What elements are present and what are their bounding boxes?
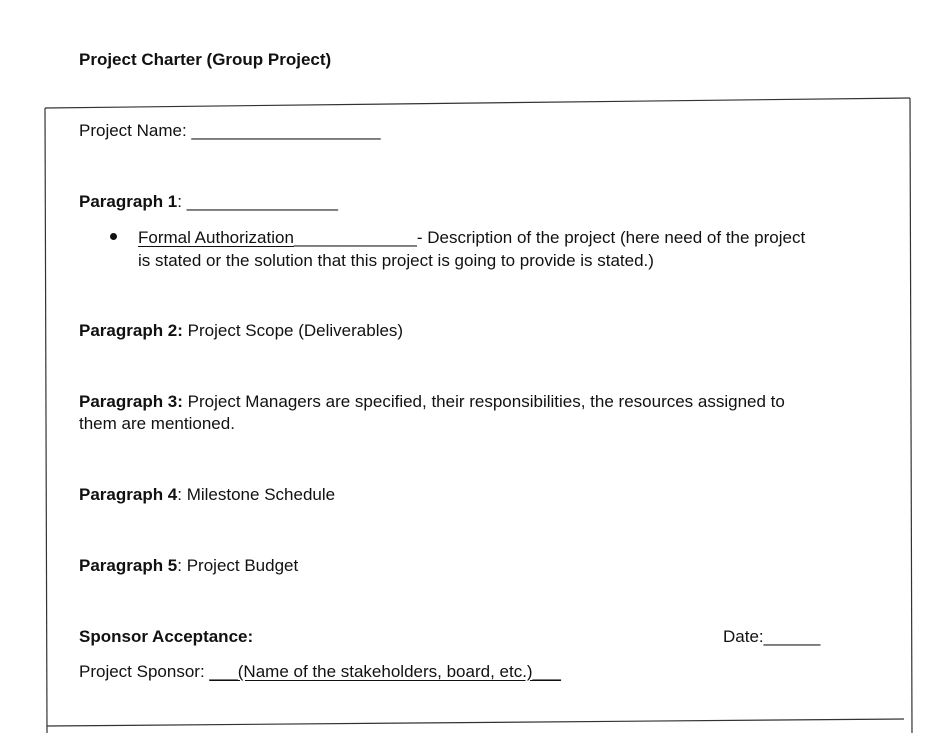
project-name-blank: ____________________ [191,121,381,140]
sponsor-acceptance-heading: Sponsor Acceptance: [79,627,254,646]
paragraph-5-text: : Project Budget [177,556,299,575]
project-name-label: Project Name: [79,121,187,140]
bullet-icon [110,233,117,240]
project-sponsor-label: Project Sponsor: [79,662,210,681]
paragraph-3-label: Paragraph 3: [79,392,183,411]
paragraph-3-text-1: Project Managers are specified, their responsibilities, the resources assigned to [182,392,785,411]
page-title: Project Charter (Group Project) [79,50,332,69]
project-sponsor-value: ___(Name of the stakeholders, board, etc.)___ [209,662,561,681]
paragraph-3 [79,393,785,410]
date-line [723,628,820,645]
paragraph-1-label: Paragraph 1 [79,192,178,211]
date-blank: ______ [763,627,821,646]
paragraph-1-blank: ________________ [182,192,338,211]
paragraph-2 [79,322,403,339]
date-label: Date: [723,627,764,646]
paragraph-2-label: Paragraph 2: [79,321,183,340]
bullet-description-1: - Description of the project (here need of the project [416,228,806,247]
paragraph-3-text-2: them are mentioned. [79,414,235,433]
project-sponsor-line [79,663,561,680]
formal-authorization-line [138,229,805,246]
project-name-line [79,122,381,139]
paragraph-4-text: : Milestone Schedule [177,485,336,504]
formal-authorization-link: Formal Authorization [138,228,294,247]
paragraph-1-heading [79,193,338,210]
formal-authorization-blank: _____________ [293,228,417,247]
paragraph-5-label: Paragraph 5 [79,556,178,575]
bullet-description-2: is stated or the solution that this project is going to provide is stated.) [138,251,654,270]
paragraph-4 [79,486,335,503]
paragraph-5 [79,557,298,574]
paragraph-2-text: Project Scope (Deliverables) [182,321,404,340]
paragraph-4-label: Paragraph 4 [79,485,178,504]
paragraph-1-separator: : [177,192,182,211]
